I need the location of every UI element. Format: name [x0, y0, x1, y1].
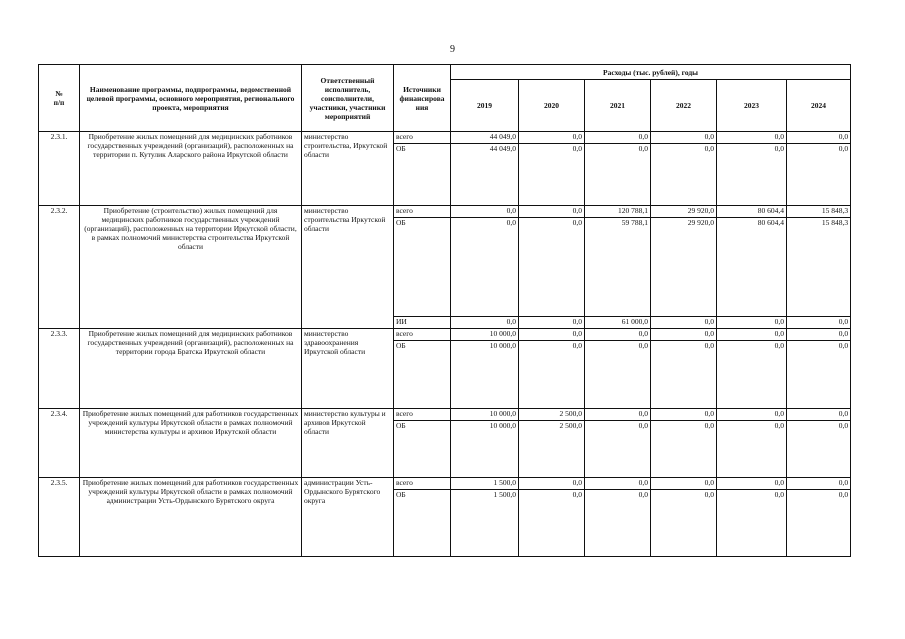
expense-value: 0,0	[787, 329, 851, 341]
header-responsible: Ответственный исполнитель, соисполнители, участники, участники мероприятий	[302, 65, 394, 132]
expense-value: 2 500,0	[519, 421, 585, 478]
expense-value: 0,0	[519, 478, 585, 490]
expense-value: 0,0	[717, 132, 787, 144]
expense-value: 0,0	[787, 421, 851, 478]
expense-value: 0,0	[787, 478, 851, 490]
expense-value: 0,0	[451, 317, 519, 329]
funding-source: ОБ	[394, 218, 451, 317]
expense-value: 0,0	[717, 490, 787, 557]
expense-value: 10 000,0	[451, 329, 519, 341]
funding-source: всего	[394, 329, 451, 341]
expense-value: 0,0	[651, 421, 717, 478]
expense-value: 0,0	[651, 132, 717, 144]
expense-value: 0,0	[717, 329, 787, 341]
table-body	[39, 132, 851, 557]
expense-value: 44 049,0	[451, 144, 519, 206]
expense-value: 0,0	[651, 317, 717, 329]
expense-value: 15 848,3	[787, 218, 851, 317]
expense-value: 0,0	[451, 218, 519, 317]
measure-name: Приобретение жилых помещений для работников государственных учреждений культуры Иркутской области в рамках полномочий администрации Усть-Ордынского Бурятского округа	[80, 478, 302, 557]
expense-value: 0,0	[787, 144, 851, 206]
expense-value: 0,0	[651, 341, 717, 409]
expense-value: 0,0	[519, 144, 585, 206]
expense-value: 0,0	[651, 144, 717, 206]
expense-value: 44 049,0	[451, 132, 519, 144]
expense-value: 0,0	[717, 409, 787, 421]
header-year: 2022	[651, 80, 717, 132]
expense-value: 2 500,0	[519, 409, 585, 421]
row-number: 2.3.2.	[39, 206, 80, 329]
expense-value: 0,0	[519, 132, 585, 144]
row-number: 2.3.1.	[39, 132, 80, 206]
expense-value: 0,0	[651, 409, 717, 421]
responsible-executor: министерство культуры и архивов Иркутской области	[302, 409, 394, 478]
header-sources: Источники финансирова ния	[394, 65, 451, 132]
expense-value: 29 920,0	[651, 206, 717, 218]
funding-source: ОБ	[394, 341, 451, 409]
header-year: 2024	[787, 80, 851, 132]
measure-name: Приобретение жилых помещений для медицинских работников государственных учреждений (организаций), расположенных на территории города Братска Иркутской области	[80, 329, 302, 409]
expense-value: 0,0	[585, 421, 651, 478]
measure-name: Приобретение жилых помещений для работников государственных учреждений культуры Иркутской области в рамках полномочий министерства культуры и архивов Иркутской области	[80, 409, 302, 478]
expense-value: 0,0	[651, 490, 717, 557]
expense-value: 0,0	[651, 329, 717, 341]
header-year: 2021	[585, 80, 651, 132]
expense-value: 0,0	[585, 490, 651, 557]
expense-value: 0,0	[585, 478, 651, 490]
expense-value: 0,0	[787, 490, 851, 557]
responsible-executor: министерство строительства Иркутской области	[302, 206, 394, 329]
table-row	[39, 329, 851, 341]
header-year: 2023	[717, 80, 787, 132]
expense-value: 0,0	[717, 478, 787, 490]
header-num: № п/п	[39, 65, 80, 132]
expense-value: 1 500,0	[451, 478, 519, 490]
expense-value: 0,0	[651, 478, 717, 490]
expense-value: 59 788,1	[585, 218, 651, 317]
expense-value: 80 604,4	[717, 206, 787, 218]
header-year: 2020	[519, 80, 585, 132]
expense-value: 0,0	[787, 317, 851, 329]
expense-value: 0,0	[585, 144, 651, 206]
row-number: 2.3.5.	[39, 478, 80, 557]
expense-value: 10 000,0	[451, 409, 519, 421]
funding-source: всего	[394, 478, 451, 490]
funding-source: всего	[394, 206, 451, 218]
funding-source: всего	[394, 409, 451, 421]
expense-value: 15 848,3	[787, 206, 851, 218]
expense-value: 29 920,0	[651, 218, 717, 317]
expense-value: 0,0	[519, 341, 585, 409]
expense-value: 10 000,0	[451, 341, 519, 409]
table-row	[39, 409, 851, 421]
funding-source: ОБ	[394, 421, 451, 478]
funding-source: всего	[394, 132, 451, 144]
expense-value: 0,0	[717, 144, 787, 206]
expense-value: 0,0	[717, 421, 787, 478]
funding-source: ОБ	[394, 144, 451, 206]
expense-value: 0,0	[787, 132, 851, 144]
expense-value: 0,0	[585, 329, 651, 341]
expense-value: 0,0	[787, 341, 851, 409]
table-row	[39, 478, 851, 490]
table-row	[39, 132, 851, 144]
header-expenses: Расходы (тыс. рублей), годы	[451, 65, 851, 80]
expense-value: 0,0	[787, 409, 851, 421]
expense-value: 0,0	[519, 490, 585, 557]
expense-value: 0,0	[717, 317, 787, 329]
expense-value: 0,0	[519, 206, 585, 218]
page-number: 9	[450, 44, 455, 55]
expense-value: 1 500,0	[451, 490, 519, 557]
expense-value: 80 604,4	[717, 218, 787, 317]
funding-source: ОБ	[394, 490, 451, 557]
expense-value: 0,0	[519, 317, 585, 329]
expense-value: 10 000,0	[451, 421, 519, 478]
header-name: Наименование программы, подпрограммы, ведомственной целевой программы, основного мероприятия, регионального проекта, мероприятия	[80, 65, 302, 132]
responsible-executor: администрации Усть-Ордынского Бурятского округа	[302, 478, 394, 557]
expense-value: 61 000,0	[585, 317, 651, 329]
table-row	[39, 206, 851, 218]
expense-value: 0,0	[717, 341, 787, 409]
funding-source: ИИ	[394, 317, 451, 329]
expense-value: 0,0	[585, 409, 651, 421]
measure-name: Приобретение жилых помещений для медицинских работников государственных учреждений (организаций), расположенных на территории п. Кутулик Аларского района Иркутской области	[80, 132, 302, 206]
table-header	[39, 65, 851, 132]
measure-name: Приобретение (строительство) жилых помещений для медицинских работников государственных учреждений (организаций), расположенных на территории Иркутской области, в рамках полномочий министерства строительства Иркутской области	[80, 206, 302, 329]
expense-value: 0,0	[519, 218, 585, 317]
row-number: 2.3.3.	[39, 329, 80, 409]
row-number: 2.3.4.	[39, 409, 80, 478]
expense-value: 0,0	[585, 341, 651, 409]
expense-value: 120 788,1	[585, 206, 651, 218]
expense-value: 0,0	[585, 132, 651, 144]
expense-value: 0,0	[451, 206, 519, 218]
responsible-executor: министерство строительства, Иркутской области	[302, 132, 394, 206]
budget-table	[38, 64, 851, 557]
responsible-executor: министерство здравоохранения Иркутской области	[302, 329, 394, 409]
header-year: 2019	[451, 80, 519, 132]
expense-value: 0,0	[519, 329, 585, 341]
